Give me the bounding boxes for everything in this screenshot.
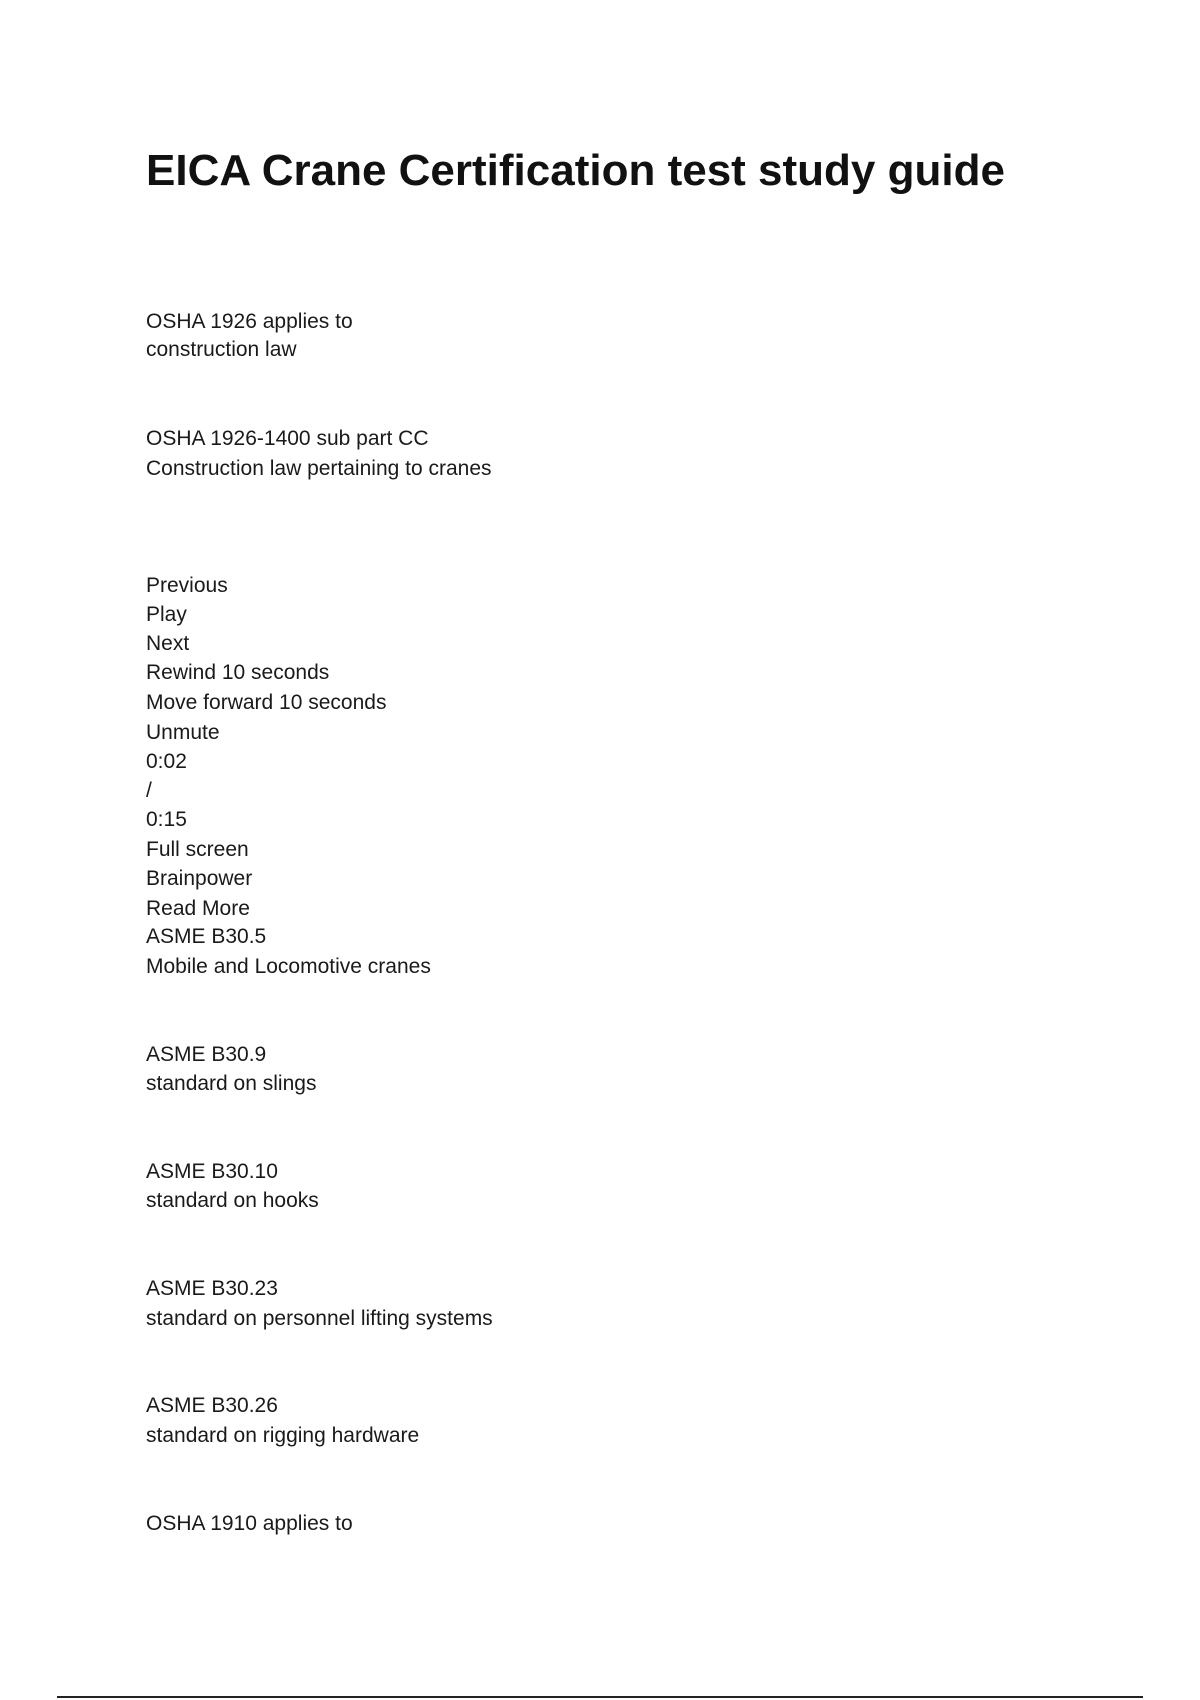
brainpower-label: Brainpower	[146, 867, 253, 890]
player-play-label: Play	[146, 603, 187, 626]
player-rewind-label: Rewind 10 seconds	[146, 661, 330, 684]
term-asme-b30-5: ASME B30.5	[146, 925, 267, 948]
term-asme-b30-23: ASME B30.23	[146, 1277, 278, 1300]
player-current-time: 0:02	[146, 750, 187, 773]
player-previous-label: Previous	[146, 574, 228, 597]
term-asme-b30-10: ASME B30.10	[146, 1160, 278, 1183]
definition-asme-b30-10: standard on hooks	[146, 1189, 319, 1212]
term-asme-b30-9: ASME B30.9	[146, 1043, 267, 1066]
player-fullscreen-label: Full screen	[146, 838, 249, 861]
read-more-label: Read More	[146, 897, 250, 920]
player-forward-label: Move forward 10 seconds	[146, 691, 387, 714]
page-title: EICA Crane Certification test study guide	[146, 146, 1005, 195]
page-bottom-rule	[57, 1696, 1143, 1698]
definition-asme-b30-23: standard on personnel lifting systems	[146, 1307, 493, 1330]
player-unmute-label: Unmute	[146, 721, 220, 744]
definition-osha-1926-1400: Construction law pertaining to cranes	[146, 457, 492, 480]
definition-osha-1926: construction law	[146, 338, 297, 361]
term-osha-1926-1400: OSHA 1926-1400 sub part CC	[146, 427, 429, 450]
definition-asme-b30-26: standard on rigging hardware	[146, 1424, 420, 1447]
term-osha-1926: OSHA 1926 applies to	[146, 310, 353, 333]
player-duration: 0:15	[146, 808, 187, 831]
term-asme-b30-26: ASME B30.26	[146, 1394, 278, 1417]
definition-asme-b30-5: Mobile and Locomotive cranes	[146, 955, 431, 978]
player-next-label: Next	[146, 632, 190, 655]
player-time-separator: /	[146, 779, 152, 802]
term-osha-1910: OSHA 1910 applies to	[146, 1512, 353, 1535]
definition-asme-b30-9: standard on slings	[146, 1072, 317, 1095]
